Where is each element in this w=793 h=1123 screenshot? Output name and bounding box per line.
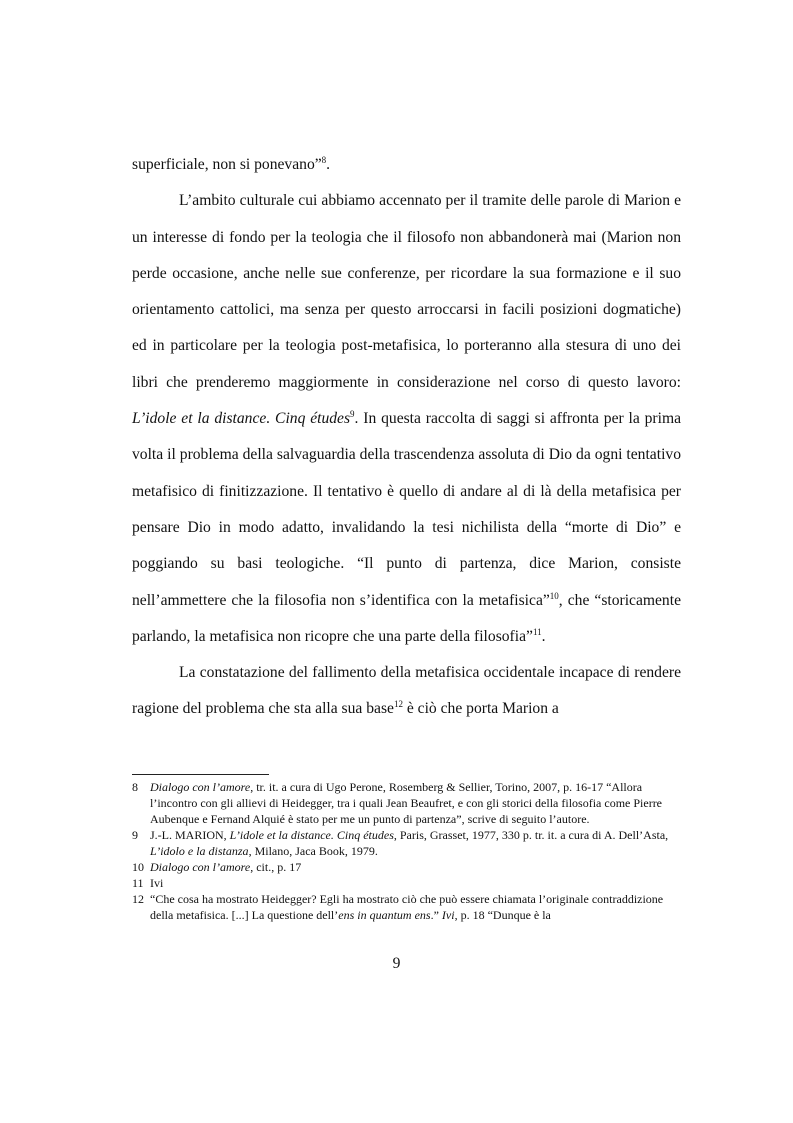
italic-text: Ivi [441,908,455,922]
page-number: 9 [392,955,401,972]
paragraph [132,183,681,655]
paragraph [132,147,681,183]
footnote-reference: 8 [321,155,327,165]
footnote [132,779,682,827]
footnote-reference: 10 [549,590,559,601]
footnote [132,875,682,891]
text-run: La constatazione del fallimento della metafisica occidentale incapace di rendere ragione del problema che sta alla sua base [132,664,681,718]
footnote-text [150,876,163,890]
footnote-reference: 12 [393,699,403,710]
italic-text: L’idole et la distance. Cinq études [132,410,351,428]
text-run: “Che cosa ha mostrato Heidegger? Egli ha mostrato ciò che può essere chiamata l’originale contraddizione della metafisica. [...] La questione dell’ [150,892,664,922]
footnote-number: 10 [132,860,144,874]
footnote-text [150,780,662,826]
footnote-number: 9 [132,828,138,842]
text-run: .” [430,908,442,922]
italic-text: L’idolo e la distanza [150,844,249,858]
footnote-number: 8 [132,780,138,794]
text-run: . [541,627,546,645]
body-text [132,147,681,728]
footnote-text [150,892,663,922]
text-run: J.-L. MARION, [150,828,230,842]
italic-text: Dialogo con l’amore [150,860,251,874]
footnote-separator [132,774,269,775]
text-run: , che “storicamente parlando, la metafisica non ricopre che una parte della filosofia” [132,591,681,645]
text-run: , tr. it. a cura di Ugo Perone, Rosemberg & Sellier, Torino, 2007, p. 16-17 “Allora l’incontro con gli allievi di Heidegger, tra i quali Jean Beaufret, e con gli storici della filosofia come Pierre Aubenque e Fernand Alquié è stato per me un punto di partenza”, scrive di seguito l’autore. [150,780,663,826]
text-run: , Milano, Jaca Book, 1979. [248,844,378,858]
footnote-reference: 9 [350,409,355,420]
text-run: . [326,156,331,173]
italic-text: L’idole et la distance. Cinq études [229,828,394,842]
footnote-number: 12 [132,892,144,906]
footnote-text [150,860,301,874]
footnote-reference: 11 [532,626,542,637]
paragraph [132,655,681,728]
italic-text: ens in quantum ens [338,908,431,922]
text-run: . In questa raccolta di saggi si affronta per la prima volta il problema della salvaguardia della trascendenza assoluta di Dio da ogni tentativo metafisico di finitizzazione. Il tentativo è quello di andare al di là della metafisica per pensare Dio in modo adatto, invalidando la tesi nichilista della “morte di Dio” e poggiando su basi teologiche. “Il punto di partenza, dice Marion, consiste nell’ammettere che la filosofia non s’identifica con la metafisica” [132,410,681,609]
text-run: , cit., p. 17 [250,860,302,874]
text-run: superficiale, non si ponevano” [132,156,322,173]
text-run: , Paris, Grasset, 1977, 330 p. tr. it. a cura di A. Dell’Asta, [393,828,669,842]
italic-text: Dialogo con l’amore [150,780,251,794]
footnote [132,891,682,923]
footnote [132,827,682,859]
footnote [132,859,682,875]
footnote-number: 11 [132,876,144,890]
footnote-text [150,828,668,858]
text-run: L’ambito culturale cui abbiamo accennato per il tramite delle parole di Marion e un interesse di fondo per la teologia che il filosofo non abbandonerà mai (Marion non perde occasione, anche nelle sue conferenze, per ricordare la sua formazione e il suo orientamento cattolici, ma senza per questo arroccarsi in facili posizioni dogmatiche) ed in particolare per la teologia post-metafisica, lo porteranno alla stesura di uno dei libri che prenderemo maggiormente in considerazione nel corso di questo lavoro: [132,192,681,391]
text-run: è ciò che porta Marion a [402,700,559,718]
text-run: Ivi [150,876,164,890]
text-run: , p. 18 “Dunque è la [454,908,551,922]
footnotes [132,779,682,923]
